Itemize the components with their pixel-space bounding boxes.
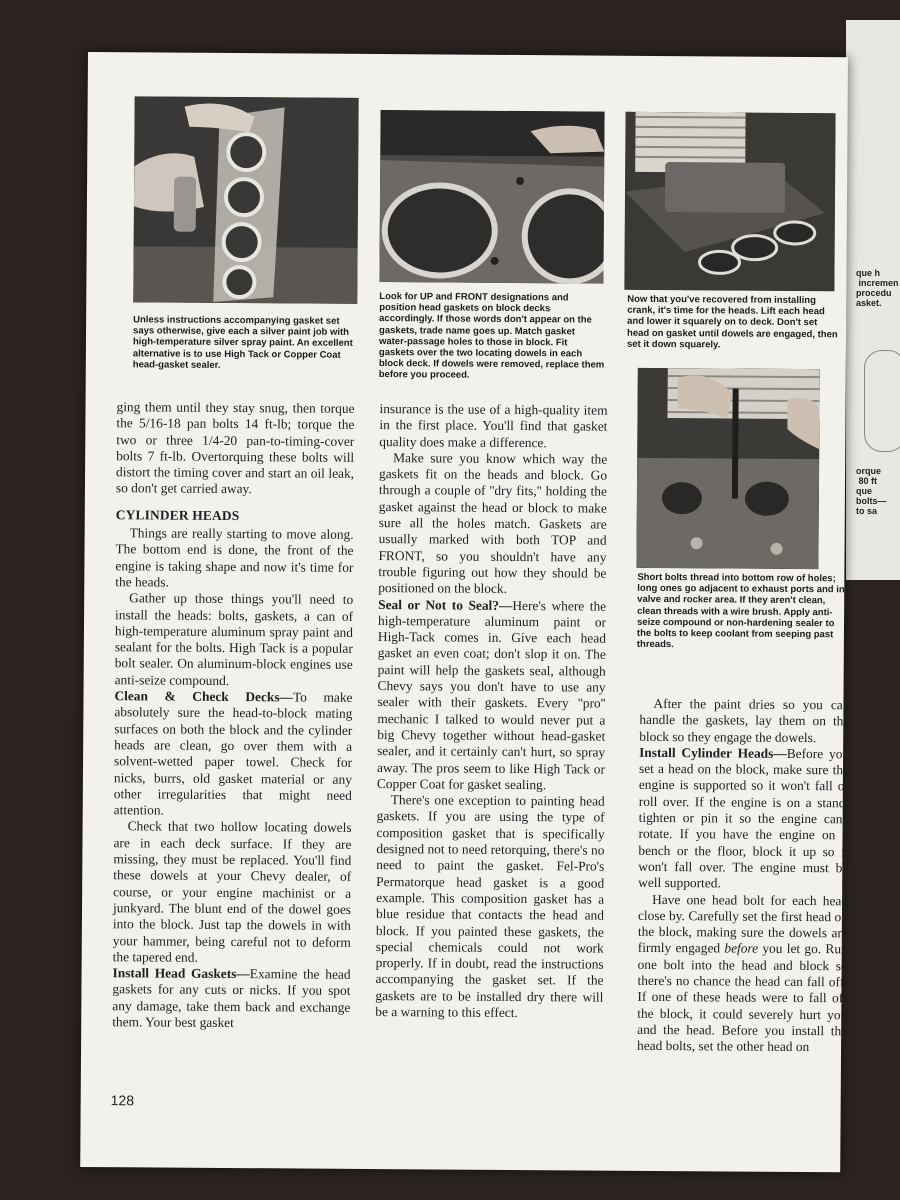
next-page-snippet: orque 80 ft que bolts— to sa bbox=[856, 466, 887, 516]
head-lowering-photo bbox=[624, 112, 835, 291]
text-column-2 bbox=[375, 401, 607, 1022]
section-heading: CYLINDER HEADS bbox=[115, 506, 240, 523]
body-paragraph: There's one exception to painting head gaskets. If you are using the type of composition gasket that is specifically designed not to need retorquing, there's no need to paint the gasket. Fel-Pro's Permatorque head gasket is a good example. This composition gasket has a blue residue that contacts the head and block. If you painted these gaskets, the special chemicals could not work properly. If in doubt, read the instructions accompanying the gasket set. If the gaskets are to be installed dry there will be a warning to this effect. bbox=[375, 792, 605, 1021]
body-paragraph: Check that two hollow locating dowels are in each deck surface. If they are missing, they must be replaced. You'll find these dowels at your Chevy dealer, of course, or your engine machinist or a junkyard. The blunt end of the dowel goes into the block. Just tap the dowels in with your hammer, being careful not to deform the tapered end. bbox=[112, 818, 352, 965]
text-column-1 bbox=[112, 399, 354, 1032]
photo-caption: Unless instructions accompanying gasket set says otherwise, give each a silver paint job with high-temperature silver spray paint. An excellent alternative is to use High Tack or Copper Coat head-gasket sealer. bbox=[132, 314, 353, 371]
next-page-diagram bbox=[864, 350, 900, 452]
bolt-threading-photo bbox=[636, 368, 819, 569]
text-column-3 bbox=[637, 696, 849, 1056]
subheading: Clean & Check Decks— bbox=[114, 688, 294, 705]
subheading: Install Head Gaskets— bbox=[112, 965, 250, 982]
photo-caption: Look for UP and FRONT designations and position head gaskets on block decks accordingly. If those words don't appear on the gaskets, trade name goes up. Match gasket water-passage holes to those in block. Fit gaskets over the two locating dowels in each block deck. If dowels were removed, replace them before you proceed. bbox=[378, 291, 605, 382]
gasket-spray-photo bbox=[133, 96, 358, 304]
body-paragraph: Install Head Gaskets—Examine the head gaskets for any cuts or nicks. If you spot any damage, take them back and exchange them. Your best gasket bbox=[112, 965, 351, 1031]
subheading: Seal or Not to Seal?— bbox=[378, 596, 513, 613]
body-paragraph: Gather up those things you'll need to install the heads: bolts, gaskets, a can of high-temperature aluminum spray paint and sealant for the bolts. High Tack is a popular bolt sealer. On aluminum-block engines use anti-seize compound. bbox=[114, 590, 354, 688]
next-page-snippet: que h incremen procedu asket. bbox=[856, 268, 899, 308]
photo-caption: Now that you've recovered from installing crank, it's time for the heads. Lift each head and lower it squarely on to deck. Don't set head on gasket until dowels are engaged, then set it down squarely. bbox=[626, 293, 838, 351]
body-paragraph: After the paint dries so you can handle the gaskets, lay them on the block so they engage the dowels. bbox=[639, 695, 850, 745]
gasket-on-block-photo bbox=[379, 110, 604, 284]
body-paragraph: insurance is the use of a high-quality item in the first place. You'll find that gasket quality does make a difference. bbox=[379, 401, 608, 450]
body-paragraph: ging them until they stay snug, then torque the 5/16-18 pan bolts 14 ft-lb; torque the two or three 1/4-20 pan-to-timing-cover bolts 7 ft-lb. Overtorquing these bolts will distort the timing cover and start an oil leak, so don't get carried away. bbox=[115, 399, 355, 497]
body-paragraph: Clean & Check Decks—To make absolutely sure the head-to-block mating surfaces on both the block and the cylinder heads are clean, go over them with a solvent-wetted paper towel. Check for nicks, burrs, old gasket material or any other irregularities that might need attention. bbox=[113, 688, 353, 818]
page-number: 128 bbox=[110, 1092, 135, 1109]
photo-caption: Short bolts thread into bottom row of holes; long ones go adjacent to exhaust ports and in valve and rocker area. If they aren't clean, clean threads with a wire brush. Apply anti-seize compound or non-hardening sealer to the bolts to keep coolant from seeping past threads. bbox=[636, 571, 845, 651]
magazine-page bbox=[80, 52, 848, 1172]
subheading: Install Cylinder Heads— bbox=[639, 744, 787, 761]
next-page-edge bbox=[846, 20, 900, 580]
body-paragraph: Install Cylinder Heads—Before you set a head on the block, make sure the engine is supported so it won't fall or roll over. If the engine is on a stand, tighten or pin it so the engine can't rotate. If you have the engine on a bench or the floor, block it up so it won't fall over. The engine must be well supported. bbox=[638, 744, 850, 891]
body-paragraph: Things are really starting to move along. The bottom end is done, the front of the engine is taking shape and now it's time for the heads. bbox=[115, 525, 354, 590]
body-paragraph: Seal or Not to Seal?—Here's where the high-temperature aluminum paint or High-Tack comes in. Give each head gasket an even coat; don't slop it on. The paint will help the gaskets seal, although Chevy says you don't have to use any sealer with their gaskets. Every ''pro'' mechanic I talked to would never put a big Chevy together without head-gasket sealer, and it certainly can't hurt, so spray away. The pros seem to like High Tack or Copper Coat for gasket sealing. bbox=[376, 596, 607, 793]
body-paragraph: Make sure you know which way the gaskets fit on the heads and block. Go through a couple of ''dry fits,'' holding the gasket against the head or block to make sure all the holes match. Gaskets are usually marked with both TOP and FRONT, so you shouldn't have any trouble figuring out how they should be positioned on the block. bbox=[378, 450, 608, 597]
body-paragraph: Have one head bolt for each head close by. Carefully set the first head on the block, making sure the dowels are firmly engaged before you let go. Run one bolt into the head and block so there's no chance the head can fall off. If one of these heads were to fall off the block, it could severely hurt you and the head. Before you install the head bolts, set the other head on bbox=[637, 891, 849, 1055]
